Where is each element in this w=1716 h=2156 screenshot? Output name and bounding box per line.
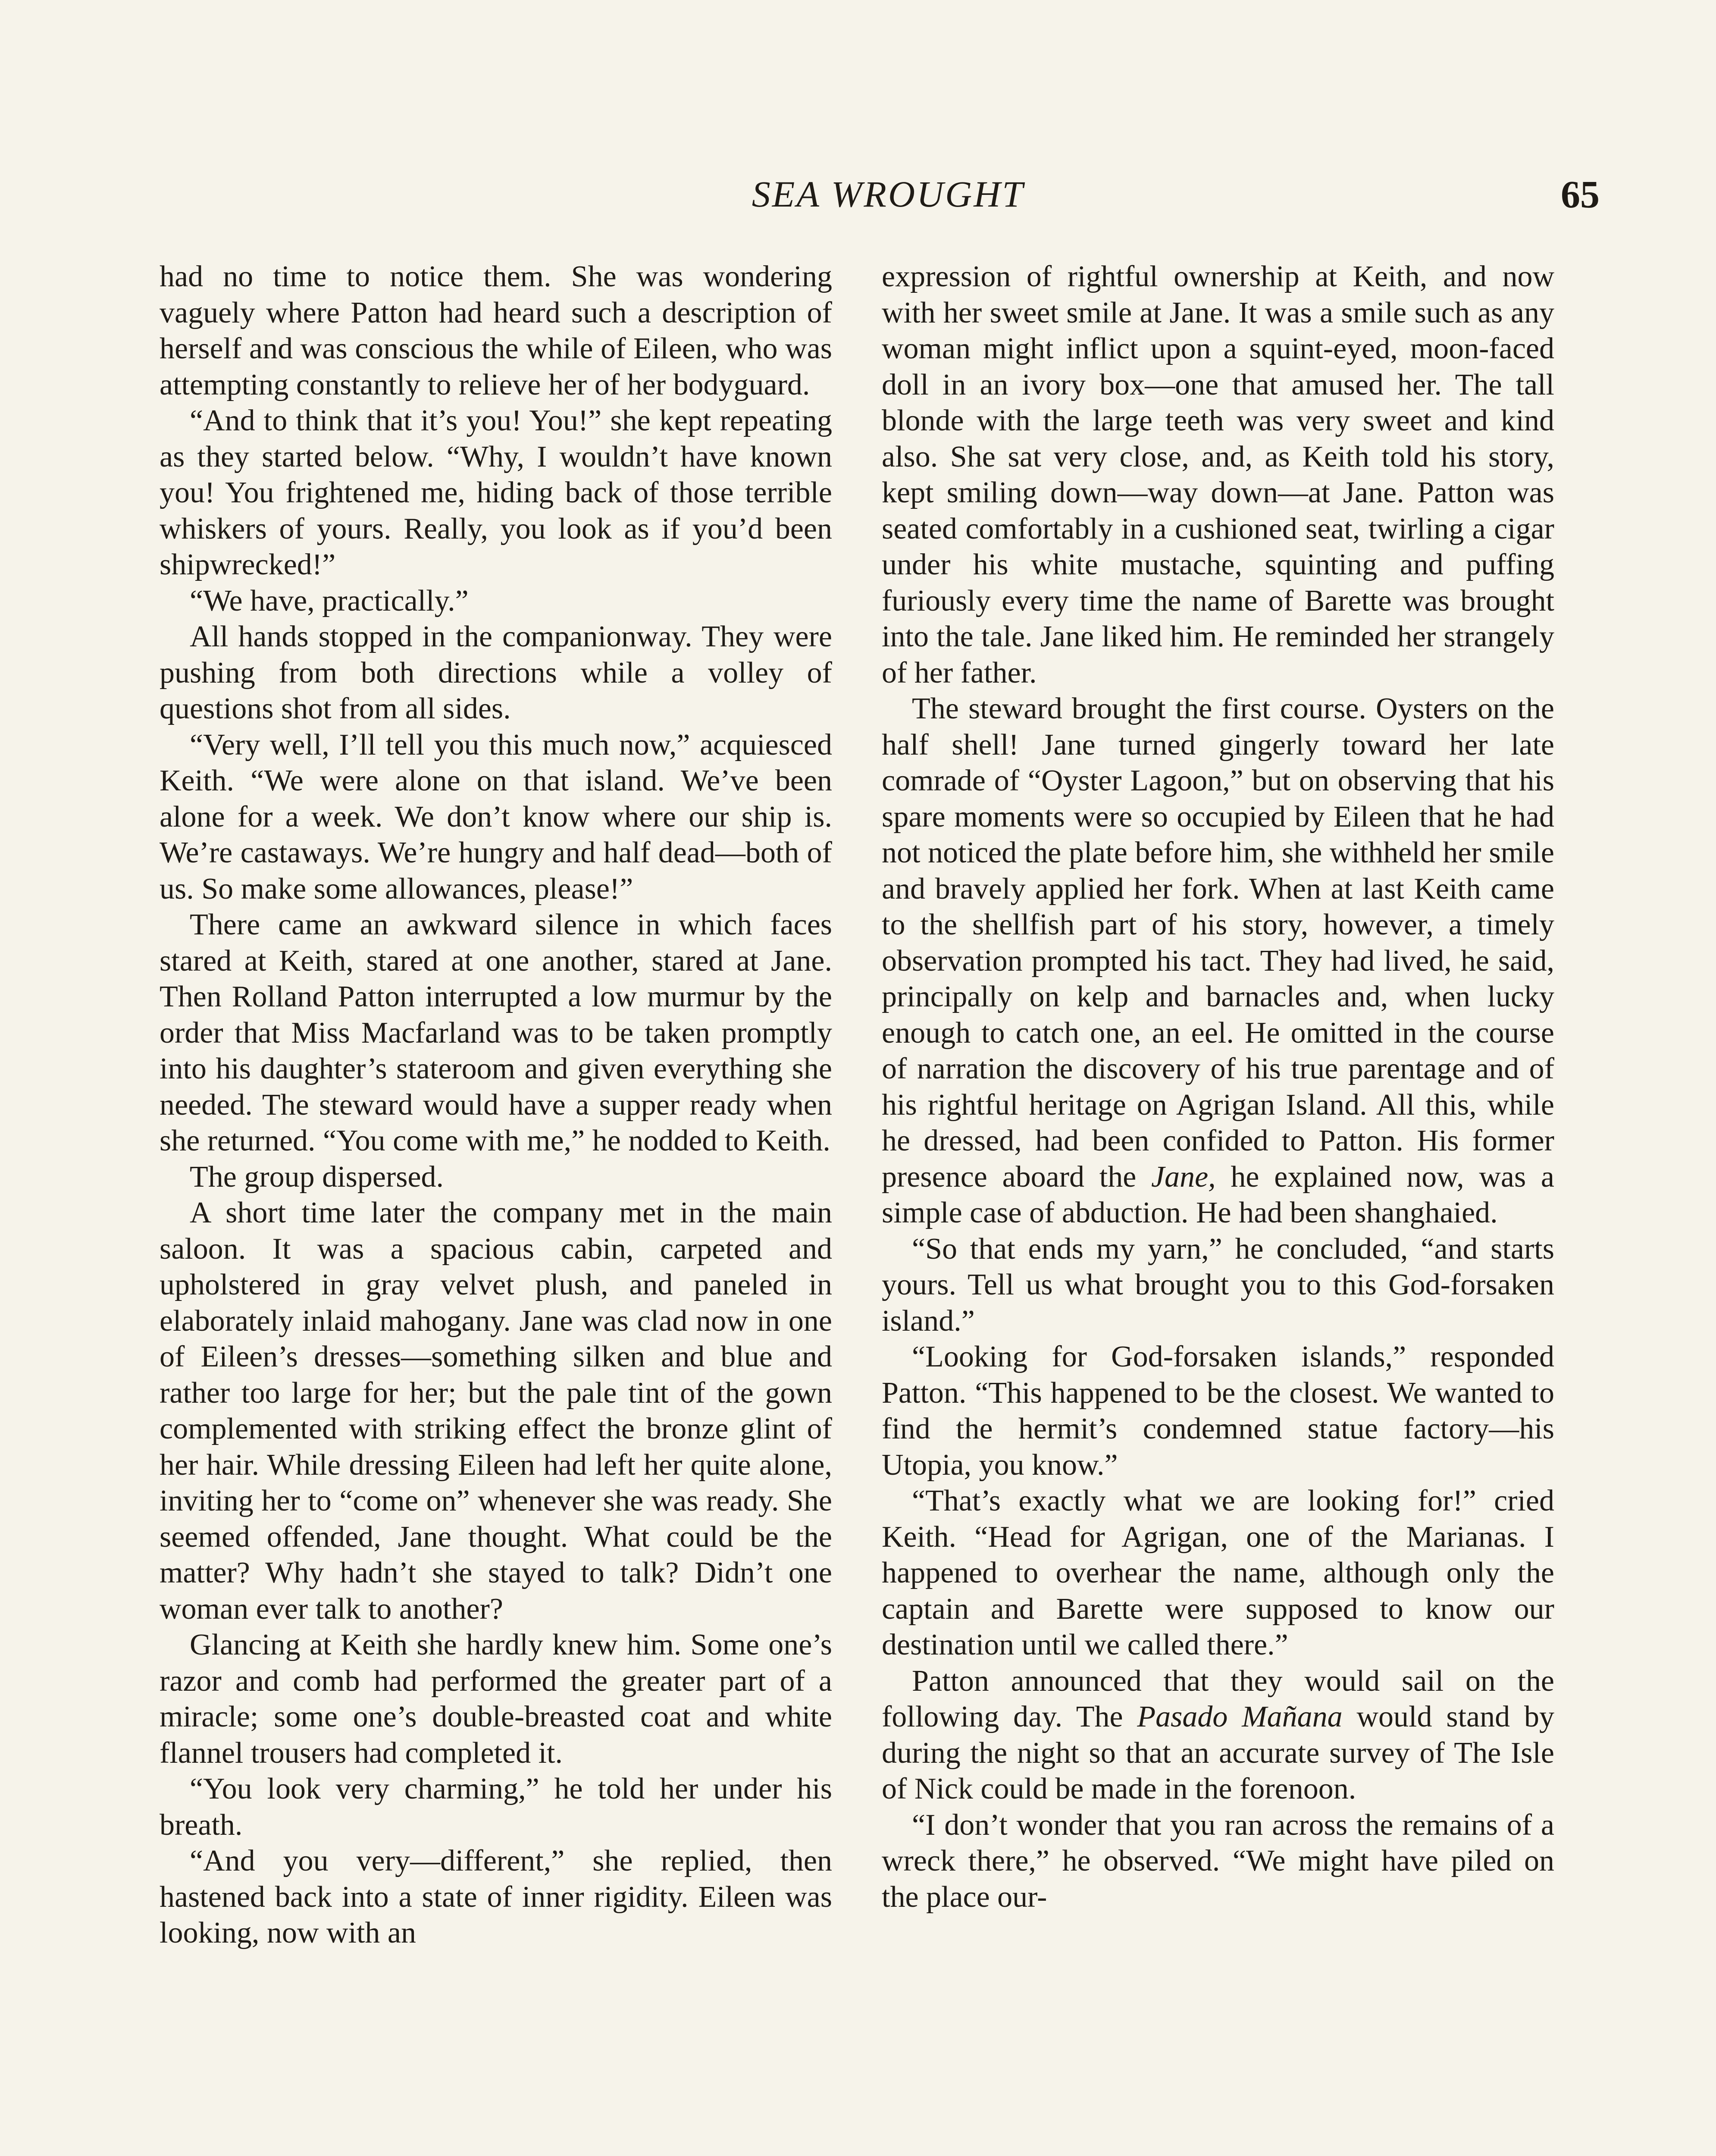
paragraph: There came an awkward silence in which faces stared at Keith, stared at one another, stared at Jane. Then Rolland Patton interrupted a low murmur by the order that Miss Macfarland was to be taken promptly into his daughter’s stateroom and given everything she needed. The steward would have a supper ready when she returned. “You come with me,” he nodded to Keith. bbox=[160, 908, 832, 1157]
paragraph: All hands stopped in the companionway. They were pushing from both directions while a volley of questions shot from all sides. bbox=[160, 620, 832, 725]
paragraph: Glancing at Keith she hardly knew him. Some one’s razor and comb had performed the greater part of a miracle; some one’s double-breasted coat and white flannel trousers had completed it. bbox=[160, 1628, 832, 1770]
paragraph: “Very well, I’ll tell you this much now,” acquiesced Keith. “We were alone on that island. We’ve been alone for a week. We don’t know where our ship is. We’re castaways. We’re hungry and half dead—both of us. So make some allowances, please!” bbox=[160, 728, 832, 906]
left-column bbox=[160, 259, 832, 2156]
paragraph: had no time to notice them. She was wondering vaguely where Patton had heard such a description of herself and was conscious the while of Eileen, who was attempting constantly to relieve her of her bodyguard. bbox=[160, 260, 832, 401]
running-title: SEA WROUGHT bbox=[752, 173, 1025, 215]
text-run: The steward brought the first course. Oysters on the half shell! Jane turned gingerly toward her late comrade of “Oyster Lagoon,” but on observing that his spare moments were so occupied by Eileen that he had not noticed the plate before him, she withheld her smile and bravely applied her fork. When at last Keith came to the shellfish part of his story, however, a timely observation prompted his tact. They had lived, he said, principally on kelp and barnacles and, when lucky enough to catch one, an eel. He omitted in the course of narration the discovery of his true parentage and of his rightful heritage on Agrigan Island. All this, while he dressed, had been confided to Patton. His former presence aboard the bbox=[882, 692, 1554, 1194]
text-run: he explained now, was a simple case of abduction. He had been shanghaied. bbox=[882, 1160, 1554, 1229]
paragraph: expression of rightful ownership at Keith, and now with her sweet smile at Jane. It was a smile such as any woman might inflict upon a squint-eyed, moon-faced doll in an ivory box—one that amused her. The tall blonde with the large teeth was very sweet and kind also. She sat very close, and, as Keith told his story, kept smiling down—way down—at Jane. Patton was seated comfortably in a cushioned seat, twirling a cigar under his white mustache, squinting and puffing furiously every time the name of Barette was brought into the tale. Jane liked him. He reminded her strangely of her father. bbox=[882, 260, 1554, 689]
ship-name: Jane, bbox=[1151, 1160, 1216, 1194]
paragraph: “And to think that it’s you! You!” she kept repeating as they started below. “Why, I wouldn’t have known you! You frightened me, hiding back of those terrible whiskers of yours. Really, you look as if you’d been shipwrecked!” bbox=[160, 404, 832, 581]
paragraph: “So that ends my yarn,” he concluded, “and starts yours. Tell us what brought you to this God-forsaken island.” bbox=[882, 1232, 1554, 1338]
right-column bbox=[882, 259, 1554, 2156]
paragraph bbox=[882, 1663, 1554, 1807]
paragraph: The group dispersed. bbox=[190, 1160, 444, 1194]
paragraph bbox=[882, 691, 1554, 1231]
paragraph: “We have, practically.” bbox=[190, 584, 469, 617]
running-head bbox=[0, 172, 1716, 220]
paragraph: “Looking for God-forsaken islands,” responded Patton. “This happened to be the closest. We wanted to find the hermit’s condemned statue factory—his Utopia, you know.” bbox=[882, 1340, 1554, 1482]
paragraph: “I don’t wonder that you ran across the remains of a wreck there,” he observed. “We might have piled on the place our- bbox=[882, 1808, 1554, 1914]
text-run: Patton announced that they would sail on the following day. The bbox=[882, 1664, 1554, 1733]
paragraph: “And you very—different,” she replied, then hastened back into a state of inner rigidity. Eileen was looking, now with an bbox=[160, 1844, 832, 1949]
page-number: 65 bbox=[1561, 173, 1600, 216]
paragraph: “You look very charming,” he told her under his breath. bbox=[160, 1772, 832, 1842]
paragraph: “That’s exactly what we are looking for!” cried Keith. “Head for Agrigan, one of the Marianas. I happened to overhear the name, although only the captain and Barette were supposed to know our destination until we called there.” bbox=[882, 1484, 1554, 1661]
ship-name: Pasado Mañana bbox=[1137, 1700, 1343, 1733]
text-run: would stand by during the night so that an accurate survey of The Isle of Nick could be made in the forenoon. bbox=[882, 1700, 1554, 1805]
paragraph: A short time later the company met in the main saloon. It was a spacious cabin, carpeted and upholstered in gray velvet plush, and paneled in elaborately inlaid mahogany. Jane was clad now in one of Eileen’s dresses—something silken and blue and rather too large for her; but the pale tint of the gown complemented with striking effect the bronze glint of her hair. While dressing Eileen had left her quite alone, inviting her to “come on” whenever she was ready. She seemed offended, Jane thought. What could be the matter? Why hadn’t she stayed to talk? Didn’t one woman ever talk to another? bbox=[160, 1196, 832, 1626]
